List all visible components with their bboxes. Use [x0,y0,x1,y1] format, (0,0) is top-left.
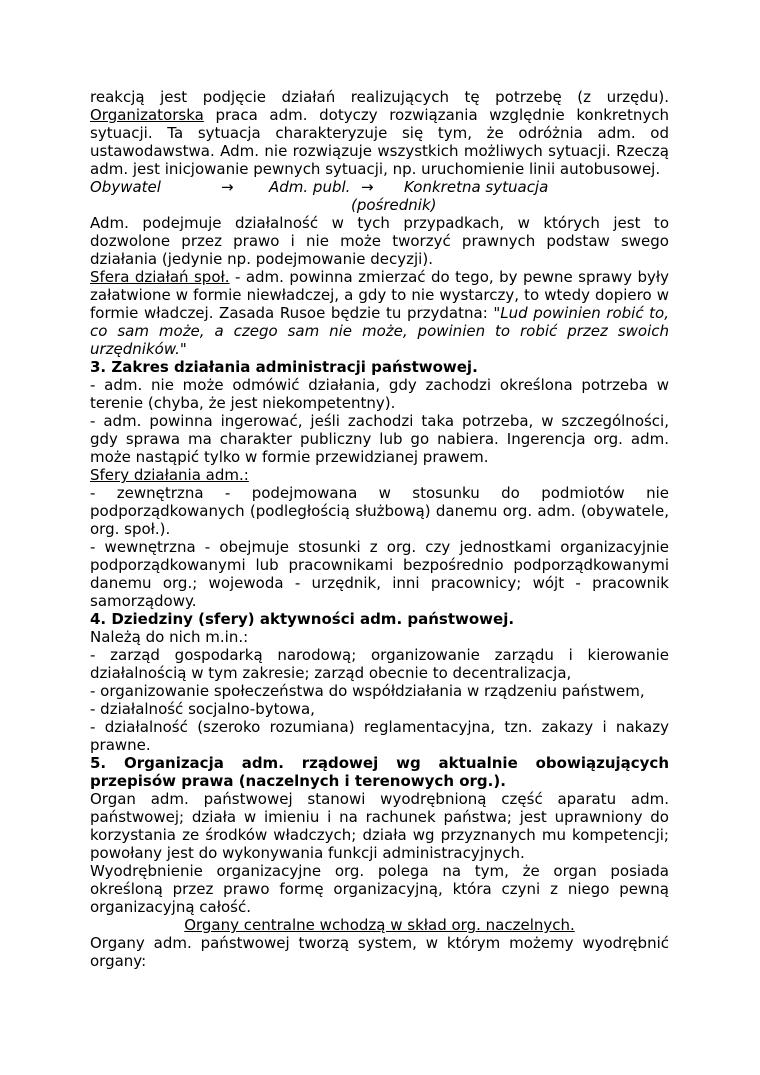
flow-diagram [90,178,669,196]
rousseau-quote: Lud powinien robić to, co sam może, a czego sam nie może, powinien to robić przez swoich urzędników. [90,304,670,358]
central-organs-text: Organy centralne wchodzą w skład org. naczelnych. [184,916,575,934]
section-5-paragraph-1: Organ adm. państwowej stanowi wyodrębnioną część aparatu adm. państwowej; działa w imieniu i na rachunek państwa; jest uprawniony do korzystania ze środków władczych; działa wg przyznanych mu kompetencji; powołany jest do wykonywania funkcji administracyjnych. [90,790,669,862]
internal-sphere: - wewnętrzna - obejmuje stosunki z org. czy jednostkami organizacyjnie podporządkowanymi lub pracownikami bezpośrednio podporządkowanymi danemu org.; wojewoda - urzędnik, inni pracownicy; wójt - pracownik samorządowy. [90,538,669,610]
term-organizatorska: Organizatorska [90,106,204,124]
flow-citizen: Obywatel [90,178,161,196]
document-page [90,88,669,970]
flow-situation: Konkretna sytuacja [404,178,549,196]
section-5-paragraph-3: Organy adm. państwowej tworzą system, w którym możemy wyodrębnić organy: [90,934,669,970]
domain-item-2: - organizowanie społeczeństwa do współdziałania w rządzeniu państwem, [90,682,645,700]
section-3-point-2: - adm. powinna ingerować, jeśli zachodzi taka potrzeba, w szczególności, gdy sprawa ma charakter publiczny lub go nabiera. Ingerencja org. adm. może nastąpić tylko w formie przewidzianej prawem. [90,412,669,466]
social-sphere-label: Sfera działań społ. [90,268,230,286]
flow-arrow-1: → [221,178,234,196]
domain-item-1: - zarząd gospodarką narodową; organizowanie zarządu i kierowanie działalnością w tym zakresie; zarząd obecnie to decentralizacja, [90,646,669,682]
section-5-heading: 5. Organizacja adm. rządowej wg aktualnie obowiązujących przepisów prawa (naczelnych i terenowych org.). [90,754,669,790]
spheres-subheading: Sfery działania adm.: [90,466,249,484]
section-3-point-1: - adm. nie może odmówić działania, gdy zachodzi określona potrzeba w terenie (chyba, że jest niekompetentny). [90,376,669,412]
social-sphere-text: - adm. powinna zmierzać do tego, by pewne sprawy były załatwione w formie niewładczej, a gdy to nie wystarczy, to wtedy dopiero w formie władczej. Zasada Rusoe będzie tu przydatna: " [90,268,669,322]
section-5-paragraph-2: Wyodrębnienie organizacyjne org. polega na tym, że organ posiada określoną przez prawo formę organizacyjną, która czyni z niego pewną organizacyjną całość. [90,862,669,916]
intro-text: praca adm. dotyczy rozwiązania względnie konkretnych sytuacji. Ta sytuacja charakteryzuje się tym, że odróżnia adm. od ustawodawstwa. Adm. nie rozwiązuje wszystkich możliwych sytuacji. Rzeczą adm. jest inicjowanie pewnych sytuacji, np. uruchomienie linii autobusowej. [90,106,669,178]
social-sphere-paragraph [90,268,669,358]
intro-paragraph [90,88,669,178]
flow-arrow-2: → [361,178,374,196]
external-sphere: - zewnętrzna - podejmowana w stosunku do podmiotów nie podporządkowanych (podległością służbową) danemu org. adm. (obywatele, org. społ.). [90,484,669,538]
domain-item-4: - działalność (szeroko rozumiana) reglamentacyjna, tzn. zakazy i nakazy prawne. [90,718,669,754]
adm-activity-paragraph: Adm. podejmuje działalność w tych przypadkach, w których jest to dozwolone przez prawo i nie może tworzyć prawnych podstaw swego działania (jedynie np. podejmowanie decyzji). [90,214,669,268]
intro-line: reakcją jest podjęcie działań realizujących tę potrzebę (z urzędu). [90,88,669,106]
section-4-heading: 4. Dziedziny (sfery) aktywności adm. państwowej. [90,610,515,628]
section-4-intro: Należą do nich m.in.: [90,628,249,646]
flow-intermediary-note: (pośrednik) [351,196,437,214]
quote-end: " [179,340,187,358]
flow-public-adm: Adm. publ. [269,178,351,196]
section-3-heading: 3. Zakres działania administracji państwowej. [90,358,478,376]
central-organs-line [90,916,669,934]
domain-item-3: - działalność socjalno-bytowa, [90,700,315,718]
